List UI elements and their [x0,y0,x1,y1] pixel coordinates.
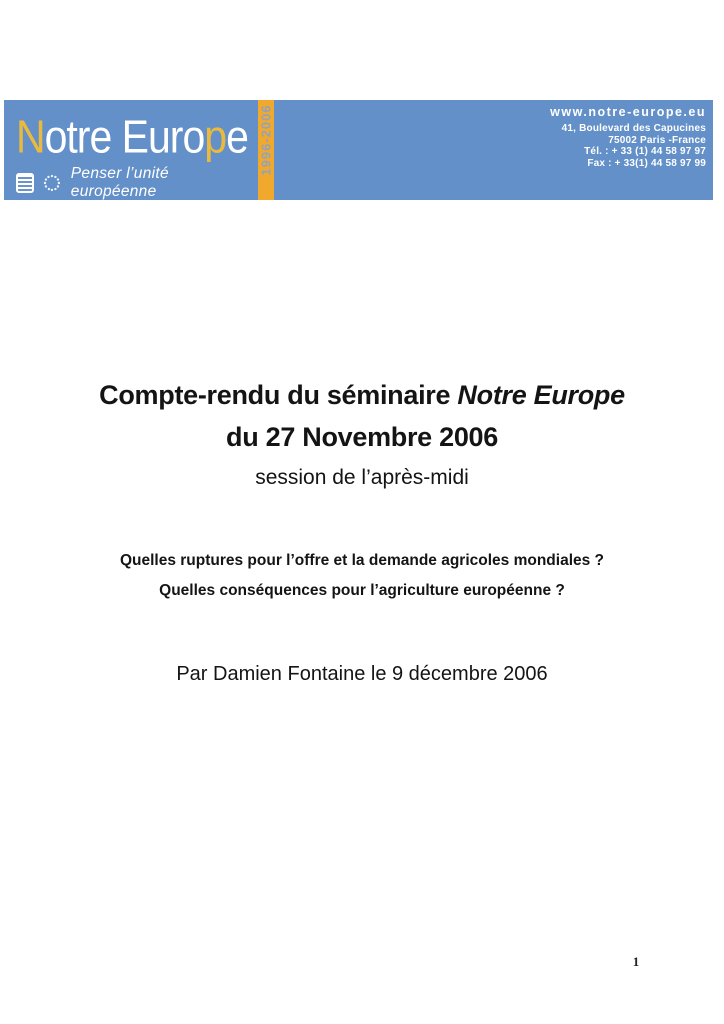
years-label: 1996-2006 [258,104,274,176]
logo-tagline-row [16,165,258,200]
title-line-1 [0,374,724,416]
striped-document-icon [16,173,34,193]
byline: Par Damien Fontaine le 9 décembre 2006 [176,663,548,685]
question-line-2: Quelles conséquences pour l’agriculture européenne ? [159,582,565,599]
tel-line: Tél. : + 33 (1) 44 58 97 97 [584,146,706,157]
question-line-1: Quelles ruptures pour l’offre et la demande agricoles mondiales ? [119,552,605,569]
wordmark-letter-n: N [16,111,45,163]
address-line-2: 75002 Paris -France [608,134,706,146]
wordmark-letter-p: p [204,111,227,163]
title-line-1-italic: Notre Europe [457,380,625,410]
fax-line: Fax : + 33(1) 44 58 97 99 [587,157,706,169]
header-banner [4,100,713,200]
contact-panel [274,100,713,200]
logo-block [4,100,258,200]
logo-wordmark [16,111,248,164]
address-line-1: 41, Boulevard des Capucines [561,123,706,134]
title-line-1-regular: Compte-rendu du séminaire [99,380,458,410]
title-line-3: session de l’après-midi [255,466,469,489]
page-number: 1 [632,954,640,969]
title-block [0,374,724,496]
seminar-questions [0,546,724,606]
contact-block [550,105,706,169]
website-url: www.notre-europe.eu [550,105,706,119]
eu-stars-circle-icon [43,174,61,192]
years-ribbon [258,100,274,200]
wordmark-mid: otre Euro [44,111,205,163]
wordmark-end: e [226,111,248,163]
logo-tagline: Penser l’unité européenne [70,165,169,200]
title-line-2: du 27 Novembre 2006 [226,422,498,452]
